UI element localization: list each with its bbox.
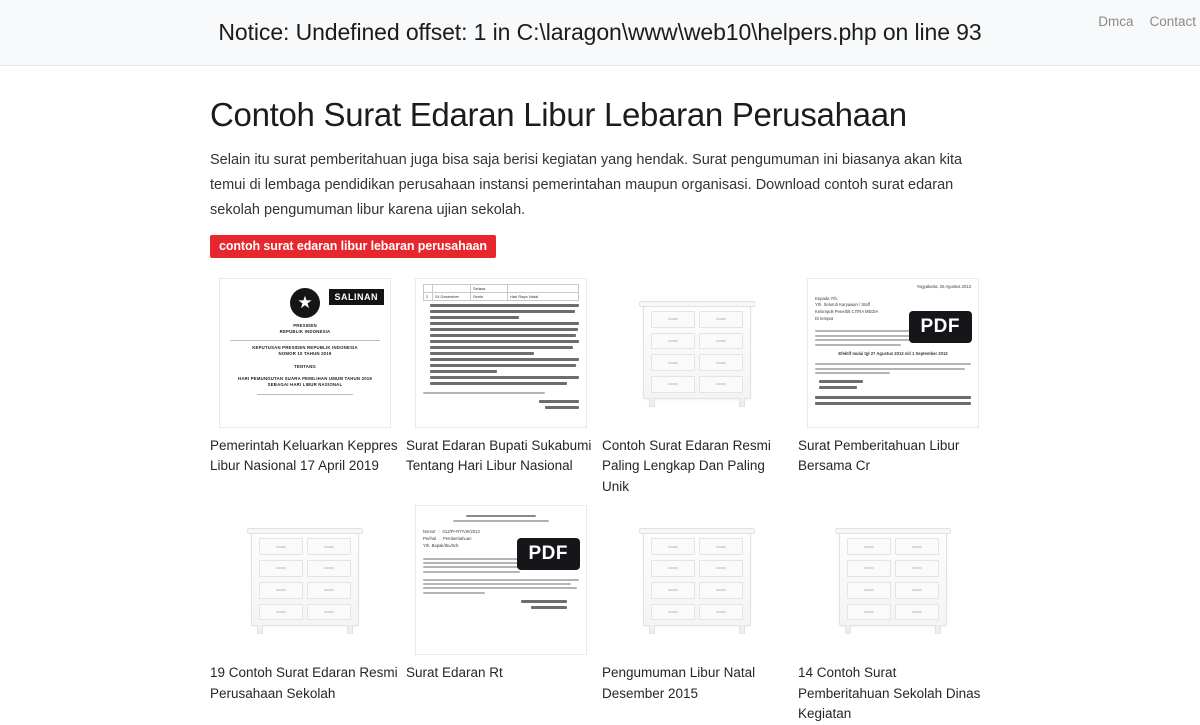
thumbnail[interactable] bbox=[406, 505, 596, 655]
gallery-item-caption[interactable]: Contoh Surat Edaran Resmi Paling Lengkap Dan Paling Unik bbox=[602, 437, 771, 494]
php-notice-bar bbox=[0, 0, 1200, 66]
thumbnail[interactable] bbox=[602, 278, 792, 428]
article-container bbox=[0, 96, 1200, 725]
page-title: Contoh Surat Edaran Libur Lebaran Perusahaan bbox=[210, 96, 907, 133]
pdf-badge: PDF bbox=[517, 538, 581, 570]
doc-heading-line: TENTANG bbox=[294, 363, 316, 369]
php-notice-text: Notice: Undefined offset: 1 in C:\laragon\www\web10\helpers.php on line 93 bbox=[218, 19, 982, 45]
gallery-item-caption[interactable]: 19 Contoh Surat Edaran Resmi Perusahaan Sekolah bbox=[210, 665, 398, 701]
doc-signature-block bbox=[423, 400, 579, 409]
nav-link-dmca[interactable]: Dmca bbox=[1098, 14, 1134, 29]
document-scan-letter: Yogyakarta, 25 Agustus 2013 Kepada Yth, Yth. Seluruh Karyawan / Staff Kelompok Penerbit CITRA MEDIA Di tempat Efektif mulai tgl 27 Agustus 2013 s/d 1 September 2013 PDF bbox=[807, 278, 979, 428]
placeholder-dresser-image bbox=[637, 299, 757, 407]
thumbnail[interactable] bbox=[210, 505, 400, 655]
gallery-item-caption[interactable]: Pengumuman Libur Natal Desember 2015 bbox=[602, 665, 756, 701]
gallery-item-caption[interactable]: Surat Edaran Bupati Sukabumi Tentang Hari Libur Nasional bbox=[406, 437, 592, 474]
doc-heading-line: REPUBLIK INDONESIA bbox=[279, 329, 331, 335]
document-scan-table bbox=[415, 278, 587, 428]
table-cell: 24 Desember bbox=[433, 292, 471, 300]
document-scan-letter: Nomor : 012/Pr-RT/VIII/2013 Perihal : Pemberitahuan Yth. Bapak/Ibu/Sdr. PDF bbox=[415, 505, 587, 655]
gallery-item[interactable] bbox=[602, 278, 792, 498]
doc-closing-paragraph bbox=[423, 392, 579, 394]
thumbnail[interactable] bbox=[798, 278, 988, 428]
salinan-stamp: SALINAN bbox=[329, 289, 385, 305]
nav-link-contact[interactable]: Contact bbox=[1149, 14, 1196, 29]
image-gallery bbox=[210, 278, 990, 725]
doc-numbered-list bbox=[423, 304, 579, 385]
gallery-item[interactable] bbox=[210, 505, 400, 725]
placeholder-dresser-image bbox=[637, 526, 757, 634]
placeholder-dresser-image bbox=[245, 526, 365, 634]
tag-container bbox=[210, 235, 990, 258]
table-cell: 2 bbox=[424, 292, 433, 300]
gallery-item-caption[interactable]: 14 Contoh Surat Pemberitahuan Sekolah Dinas Kegiatan bbox=[798, 665, 981, 722]
gallery-item[interactable] bbox=[602, 505, 792, 725]
gallery-item[interactable] bbox=[798, 278, 988, 498]
top-nav bbox=[1098, 14, 1200, 29]
document-scan-keppres bbox=[219, 278, 391, 428]
placeholder-dresser-image bbox=[833, 526, 953, 634]
thumbnail[interactable] bbox=[406, 278, 596, 428]
gallery-item-caption[interactable]: Surat Edaran Rt bbox=[406, 665, 503, 681]
thumbnail[interactable] bbox=[798, 505, 988, 655]
gallery-item[interactable] bbox=[210, 278, 400, 498]
gallery-item[interactable] bbox=[798, 505, 988, 725]
gallery-item[interactable] bbox=[406, 278, 596, 498]
table-header-cell: Selasa bbox=[471, 284, 508, 292]
thumbnail[interactable] bbox=[602, 505, 792, 655]
pdf-badge: PDF bbox=[909, 311, 973, 343]
garuda-emblem-icon bbox=[288, 286, 322, 320]
table-cell: Hari Raya Natal bbox=[507, 292, 578, 300]
doc-heading-line: SEBAGAI HARI LIBUR NASIONAL bbox=[267, 382, 343, 388]
doc-heading-line: PRESIDEN bbox=[293, 322, 317, 328]
doc-heading-line: NOMOR 10 TAHUN 2019 bbox=[278, 351, 332, 357]
gallery-item[interactable] bbox=[406, 505, 596, 725]
gallery-item-caption[interactable]: Surat Pemberitahuan Libur Bersama Cr bbox=[798, 437, 960, 474]
doc-heading-line: HARI PEMUNGUTAN SUARA PEMILIHAN UMUM TAHUN 2019 bbox=[238, 376, 372, 381]
holiday-table bbox=[423, 284, 579, 301]
doc-heading-line: KEPUTUSAN PRESIDEN REPUBLIK INDONESIA bbox=[252, 344, 358, 350]
table-cell: Senin bbox=[471, 292, 508, 300]
gallery-item-caption[interactable]: Pemerintah Keluarkan Keppres Libur Nasional 17 April 2019 bbox=[210, 437, 398, 474]
keyword-tag[interactable]: contoh surat edaran libur lebaran perusahaan bbox=[210, 235, 496, 258]
thumbnail[interactable] bbox=[210, 278, 400, 428]
article-paragraph: Selain itu surat pemberitahuan juga bisa saja berisi kegiatan yang hendak. Surat pengumuman ini biasanya akan kita temui di lembaga pendidikan perusahaan instansi pemerintahan maupun organisasi. Download contoh surat edaran sekolah pengumuman libur karena ujian sekolah. bbox=[210, 152, 963, 218]
